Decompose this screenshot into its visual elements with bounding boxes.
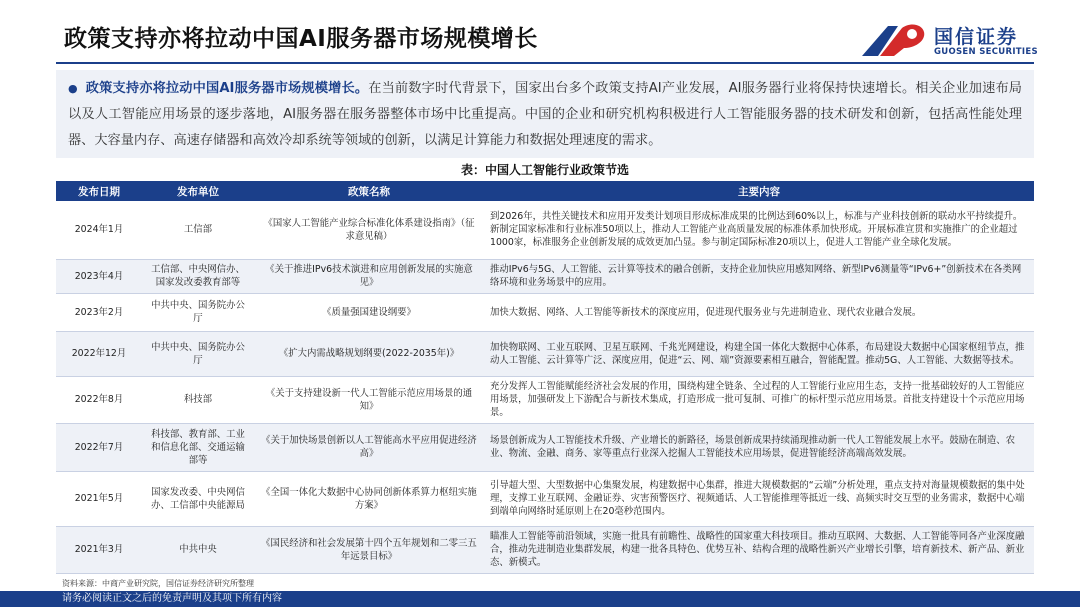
cell-content: 场景创新成为人工智能技术升级、产业增长的新路径，场景创新成果持续涌现推动新一代人工智能发展上水平。鼓励在制造、农业、物流、金融、商务、家等重点行业深入挖掘人工智能技术应用场景，促进智能经济高端高效发展。: [484, 423, 1034, 471]
cell-content: 充分发挥人工智能赋能经济社会发展的作用，围绕构建全链条、全过程的人工智能行业应用生态，支持一批基础较好的人工智能应用场景，加强研发上下游配合与新技术集成，打造形成一批可复制、可推广的标杆型示范应用场景。首批支持建设十个示范应用场景。: [484, 376, 1034, 423]
cell-content: 到2026年，共性关键技术和应用开发类计划项目形成标准成果的比例达到60%以上，标准与产业科技创新的联动水平持续提升。新制定国家标准和行业标准50项以上，推动人工智能产业高质量发展的标准体系加快形成。开展标准宣贯和实施推广的企业超过1000家，标准服务企业创新发展的成效更加凸显。参与制定国际标准20项以上，促进人工智能产业全球化发展。: [484, 201, 1034, 259]
table-row: [56, 526, 1034, 573]
cell-unit: 国家发改委、中央网信办、工信部中央能源局: [142, 471, 254, 526]
table-header-row: [56, 181, 1034, 201]
cell-policy-name: 《国家人工智能产业综合标准化体系建设指南》（征求意见稿）: [254, 201, 484, 259]
cell-policy-name: 《扩大内需战略规划纲要(2022-2035年)》: [254, 331, 484, 376]
table-row: [56, 293, 1034, 331]
cell-date: 2024年1月: [56, 201, 142, 259]
table-row: [56, 259, 1034, 293]
cell-content: 瞄准人工智能等前沿领域，实施一批具有前瞻性、战略性的国家重大科技项目。推动互联网、大数据、人工智能等同各产业深度融合，推动先进制造业集群发展，构建一批各具特色、优势互补、结构合理的战略性新兴产业增长引擎，培育新技术、新产品、新业态、新模式。: [484, 526, 1034, 573]
intro-paragraph: [56, 70, 1034, 154]
cell-date: 2023年2月: [56, 293, 142, 331]
header-unit: 发布单位: [142, 181, 254, 201]
cell-date: 2022年7月: [56, 423, 142, 471]
table-row: [56, 423, 1034, 471]
header-policy-name: 政策名称: [254, 181, 484, 201]
cell-unit: 中共中央、国务院办公厅: [142, 293, 254, 331]
logo-english-name: GUOSEN SECURITIES: [934, 47, 1038, 57]
cell-content: 加快大数据、网络、人工智能等新技术的深度应用，促进现代服务业与先进制造业、现代农业融合发展。: [484, 293, 1034, 331]
cell-unit: 工信部、中央网信办、国家发改委教育部等: [142, 259, 254, 293]
cell-date: 2023年4月: [56, 259, 142, 293]
cell-unit: 中共中央、国务院办公厅: [142, 331, 254, 376]
cell-unit: 工信部: [142, 201, 254, 259]
cell-content: 推动IPv6与5G、人工智能、云计算等技术的融合创新，支持企业加快应用感知网络、新型IPv6测量等“IPv6+”创新技术在各类网络环境和业务场景中的应用。: [484, 259, 1034, 293]
cell-policy-name: 《质量强国建设纲要》: [254, 293, 484, 331]
cell-unit: 科技部: [142, 376, 254, 423]
cell-date: 2022年12月: [56, 331, 142, 376]
intro-body: 在当前数字时代背景下，国家出台多个政策支持AI产业发展，AI服务器行业将保持快速增长。相关企业加速布局以及人工智能应用场景的逐步落地，AI服务器在服务器整体市场中比重提高。中国的企业和研究机构积极进行人工智能服务器的技术研发和创新，包括高性能处理器、大容量内存、高速存储器和高效冷却系统等领域的创新，以满足计算能力和数据处理速度的需求。: [68, 81, 1022, 148]
table-row: [56, 471, 1034, 526]
page-header: [0, 0, 1080, 66]
header-content: 主要内容: [484, 181, 1034, 201]
cell-policy-name: 《全国一体化大数据中心协同创新体系算力枢纽实施方案》: [254, 471, 484, 526]
footer-bar: [0, 591, 1080, 607]
disclaimer-text: 请务必阅读正文之后的免责声明及其项下所有内容: [62, 593, 282, 604]
cell-content: 引导超大型、大型数据中心集聚发展，构建数据中心集群，推进大规模数据的“云端”分析处理，重点支持对海量规模数据的集中处理，支撑工业互联网、金融证券、灾害预警医疗、视频通话、人工智能推理等抵近一线、高频实时交互型的业务需求，数据中心端到端单向网络时延原则上在20毫秒范围内。: [484, 471, 1034, 526]
cell-policy-name: 《关于加快场景创新以人工智能高水平应用促进经济高》: [254, 423, 484, 471]
source-note: 资料来源：中商产业研究院，国信证券经济研究所整理: [62, 579, 254, 588]
cell-date: 2022年8月: [56, 376, 142, 423]
cell-unit: 中共中央: [142, 526, 254, 573]
cell-policy-name: 《关于推进IPv6技术演进和应用创新发展的实施意见》: [254, 259, 484, 293]
table-row: [56, 376, 1034, 423]
table-row: [56, 201, 1034, 259]
bullet-icon: ●: [68, 82, 78, 95]
cell-content: 加快物联网、工业互联网、卫星互联网、千兆光网建设，构建全国一体化大数据中心体系，布局建设大数据中心国家枢纽节点，推动人工智能、云计算等广泛、深度应用，促进“云、网、端”资源要素相互融合，智能配置。推动5G、人工智能、大数据等技术。: [484, 331, 1034, 376]
cell-date: 2021年5月: [56, 471, 142, 526]
cell-policy-name: 《国民经济和社会发展第十四个五年规划和二零三五年远景目标》: [254, 526, 484, 573]
page-title: 政策支持亦将拉动中国AI服务器市场规模增长: [64, 26, 538, 52]
cell-unit: 科技部、教育部、工业和信息化部、交通运输部等: [142, 423, 254, 471]
cell-date: 2021年3月: [56, 526, 142, 573]
policy-table: [56, 181, 1034, 574]
guosen-logo: [858, 18, 1038, 62]
header-divider: [56, 62, 1034, 64]
header-date: 发布日期: [56, 181, 142, 201]
table-caption: 表：中国人工智能行业政策节选: [460, 163, 629, 177]
logo-chinese-name: 国信证券: [934, 26, 1019, 48]
table-row: [56, 331, 1034, 376]
guosen-logo-icon: [858, 18, 930, 62]
intro-box: [56, 70, 1034, 158]
cell-policy-name: 《关于支持建设新一代人工智能示范应用场景的通知》: [254, 376, 484, 423]
intro-lead: 政策支持亦将拉动中国AI服务器市场规模增长。: [85, 81, 369, 96]
